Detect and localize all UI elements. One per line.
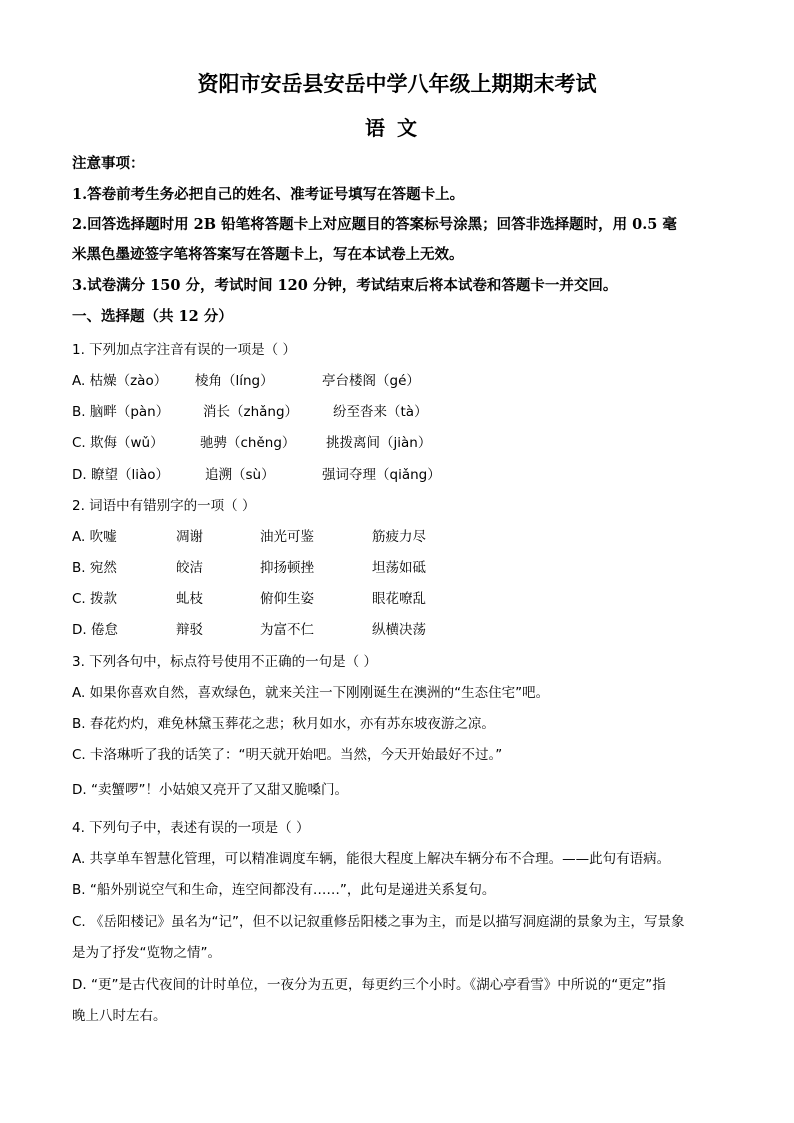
question-3-stem: 3. 下列各句中，标点符号使用不正确的一句是（ ） bbox=[72, 654, 377, 670]
question-4-stem: 4. 下列句子中，表述有误的一项是（ ） bbox=[72, 820, 310, 836]
q2-option-d-4: 纵横决荡 bbox=[372, 622, 426, 638]
q1-option-d-1: D. 瞭望（liào） bbox=[72, 467, 170, 483]
q2-option-c-4: 眼花嘹乱 bbox=[372, 591, 426, 607]
q2-option-a-4: 筋疲力尽 bbox=[372, 529, 426, 545]
q4-option-d-line-2: 晚上八时左右。 bbox=[72, 1008, 167, 1024]
q2-option-d-1: D. 倦怠 bbox=[72, 622, 118, 638]
subject-title: 语文 bbox=[365, 116, 429, 140]
q1-option-c-1: C. 欺侮（wǔ） bbox=[72, 435, 164, 451]
q2-option-b-4: 坦荡如砥 bbox=[372, 560, 426, 576]
q3-option-d: D. “卖蟹啰”！小姑娘又亮开了又甜又脆嗓门。 bbox=[72, 782, 348, 798]
q4-option-c-line-2: 是为了抒发“览物之情”。 bbox=[72, 945, 221, 961]
q1-option-b-2: 消长（zhǎng） bbox=[203, 404, 299, 420]
section-heading: 一、选择题（共 12 分） bbox=[72, 308, 233, 325]
notice-item-2-line-1: 2.回答选择题时用 2B 铅笔将答题卡上对应题目的答案标号涂黑；回答非选择题时，用 0.5 毫 bbox=[72, 216, 677, 233]
q3-option-c: C. 卡洛琳听了我的话笑了：“明天就开始吧。当然，今天开始最好不过。” bbox=[72, 747, 503, 763]
q1-option-c-2: 驰骋（chěng） bbox=[200, 435, 296, 451]
notice-item-3: 3.试卷满分 150 分，考试时间 120 分钟，考试结束后将本试卷和答题卡一并交回。 bbox=[72, 277, 618, 294]
q2-option-a-3: 油光可鉴 bbox=[260, 529, 314, 545]
notice-item-1: 1.答卷前考生务必把自己的姓名、准考证号填写在答题卡上。 bbox=[72, 186, 465, 203]
q1-option-a-1: A. 枯燥（zào） bbox=[72, 373, 168, 389]
notice-heading: 注意事项： bbox=[72, 155, 145, 172]
q1-option-d-2: 追溯（sù） bbox=[205, 467, 275, 483]
q2-option-d-2: 辩驳 bbox=[176, 622, 203, 638]
q1-option-a-3: 亭台楼阁（gé） bbox=[322, 373, 420, 389]
notice-item-2-line-2: 米黑色墨迹签字笔将答案写在答题卡上，写在本试卷上无效。 bbox=[72, 246, 464, 263]
q4-option-d-line-1: D. “更”是古代夜间的计时单位，一夜分为五更，每更约三个小时。《湖心亭看雪》中所说的“更定”指 bbox=[72, 977, 666, 993]
question-2-stem: 2. 词语中有错别字的一项（ ） bbox=[72, 498, 256, 514]
exam-title: 资阳市安岳县安岳中学八年级上期期末考试 bbox=[197, 71, 597, 96]
q2-option-b-1: B. 宛然 bbox=[72, 560, 117, 576]
q1-option-b-1: B. 脑畔（pàn） bbox=[72, 404, 170, 420]
q2-option-c-3: 俯仰生姿 bbox=[260, 591, 314, 607]
question-1-stem: 1. 下列加点字注音有误的一项是（ ） bbox=[72, 342, 296, 358]
q2-option-d-3: 为富不仁 bbox=[260, 622, 314, 638]
q2-option-b-2: 皎洁 bbox=[176, 560, 203, 576]
q2-option-b-3: 抑扬顿挫 bbox=[260, 560, 314, 576]
q4-option-a: A. 共享单车智慧化管理，可以精准调度车辆，能很大程度上解决车辆分布不合理。——此句有语病。 bbox=[72, 851, 671, 867]
q4-option-b: B. “船外别说空气和生命，连空间都没有……”，此句是递进关系复句。 bbox=[72, 882, 496, 898]
q1-option-b-3: 纷至沓来（tà） bbox=[333, 404, 428, 420]
q3-option-b: B. 春花灼灼，难免林黛玉葬花之悲；秋月如水，亦有苏东坡夜游之凉。 bbox=[72, 716, 495, 732]
q2-option-a-1: A. 吹嘘 bbox=[72, 529, 117, 545]
q1-option-a-2: 棱角（líng） bbox=[195, 373, 274, 389]
q4-option-c-line-1: C. 《岳阳楼记》虽名为“记”，但不以记叙重修岳阳楼之事为主，而是以描写洞庭湖的景象为主，写景象 bbox=[72, 914, 685, 930]
q2-option-c-2: 虬枝 bbox=[176, 591, 203, 607]
q2-option-c-1: C. 拨款 bbox=[72, 591, 118, 607]
q2-option-a-2: 凋谢 bbox=[176, 529, 203, 545]
q3-option-a: A. 如果你喜欢自然，喜欢绿色，就来关注一下刚刚诞生在澳洲的“生态住宅”吧。 bbox=[72, 685, 550, 701]
q1-option-c-3: 挑拨离间（jiàn） bbox=[326, 435, 432, 451]
q1-option-d-3: 强词夺理（qiǎng） bbox=[322, 467, 441, 483]
